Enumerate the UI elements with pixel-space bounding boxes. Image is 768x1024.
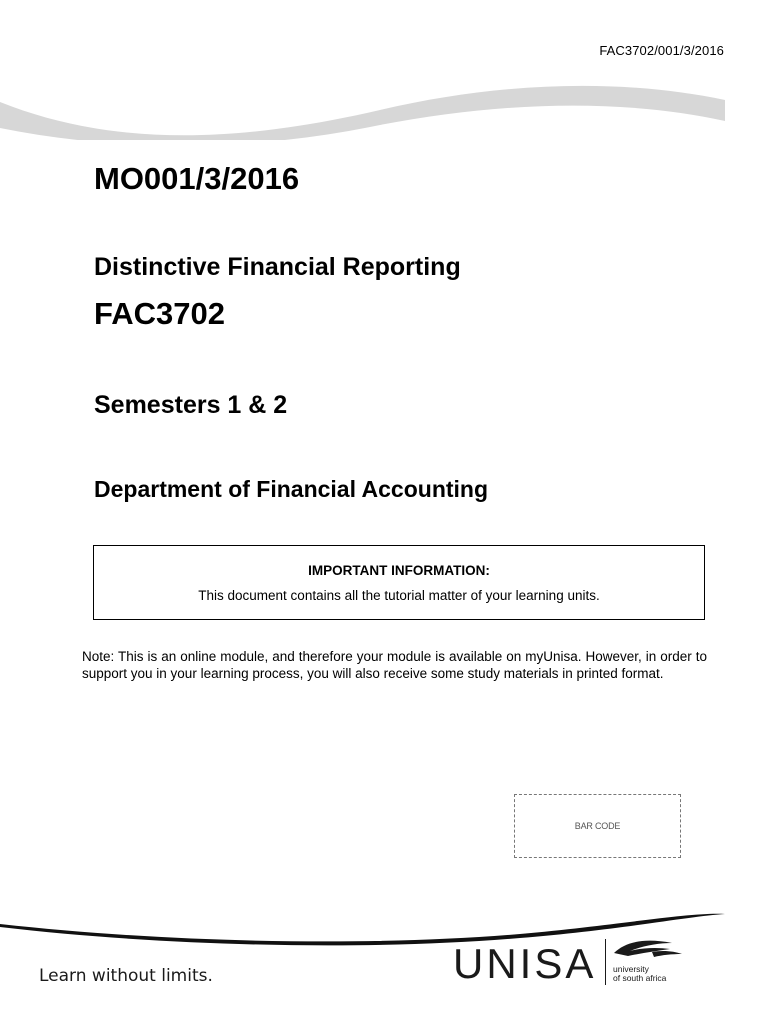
logo-divider (605, 939, 606, 985)
module-title: Distinctive Financial Reporting (94, 253, 461, 281)
module-code: FAC3702 (94, 296, 225, 331)
semesters-label: Semesters 1 & 2 (94, 391, 288, 419)
important-information-box (93, 545, 705, 620)
online-module-note: Note: This is an online module, and therefore your module is available on myUnisa. However, in order to support you in your learning process, you will also receive some study materials in printed format. (82, 649, 707, 681)
barcode-placeholder (514, 794, 681, 858)
document-reference: FAC3702/001/3/2016 (599, 43, 724, 58)
footer-tagline: Learn without limits. (39, 966, 213, 986)
logo-subtitle-line1: university (613, 964, 649, 974)
important-information-text: This document contains all the tutorial matter of your learning units. (198, 588, 600, 603)
logo-subtitle-line2: of south africa (613, 973, 667, 983)
header-swoosh-graphic (0, 80, 768, 140)
module-code-heading: MO001/3/2016 (94, 161, 300, 196)
unisa-logo-wordmark: UNISA (453, 940, 597, 987)
unisa-bird-icon (612, 937, 684, 961)
barcode-label: BAR CODE (574, 821, 621, 831)
important-information-heading: IMPORTANT INFORMATION: (308, 563, 490, 578)
department-name: Department of Financial Accounting (94, 476, 489, 502)
